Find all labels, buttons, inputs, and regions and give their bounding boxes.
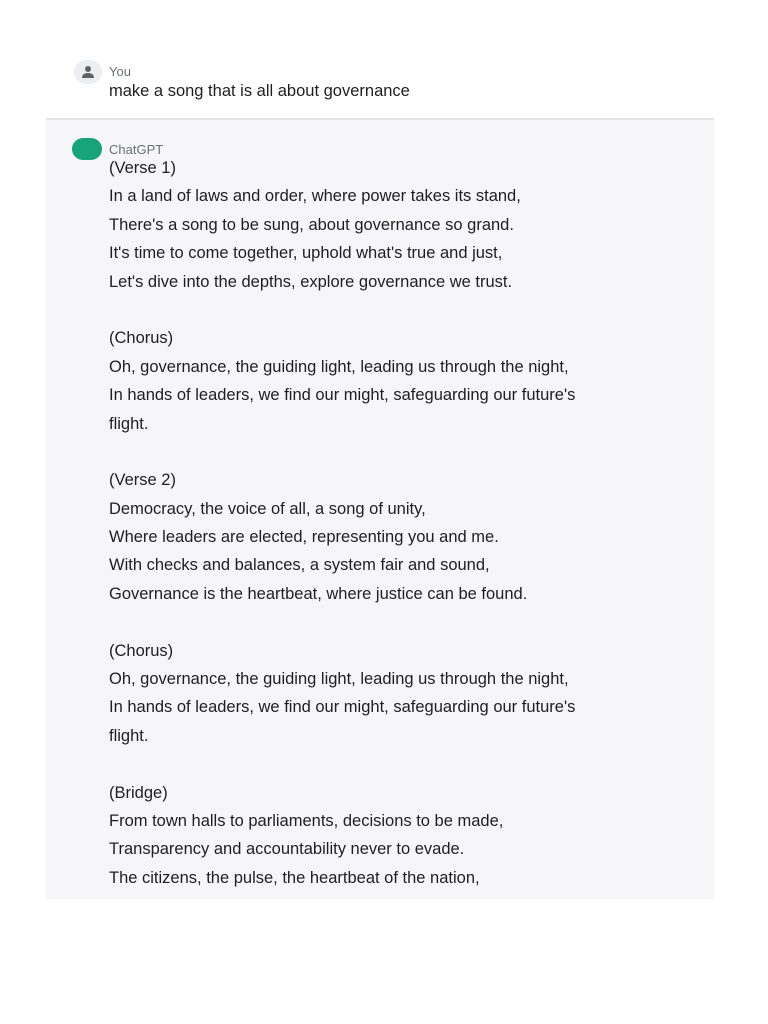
user-sender-name: You <box>109 64 131 79</box>
lyric-line: In a land of laws and order, where power takes its stand, <box>109 187 521 206</box>
lyric-line: Governance is the heartbeat, where justice can be found. <box>109 584 528 603</box>
stanza-spacer <box>109 438 699 466</box>
lyric-line: Let's dive into the depths, explore governance we trust. <box>109 272 513 291</box>
user-avatar <box>74 60 102 84</box>
lyric-line: In hands of leaders, we find our might, safeguarding our future's <box>109 698 576 717</box>
lyric-line: In hands of leaders, we find our might, safeguarding our future's <box>109 386 576 405</box>
lyric-line: Transparency and accountability never to evade. <box>109 840 465 859</box>
lyric-line: flight. <box>109 414 149 433</box>
lyric-line: flight. <box>109 726 149 745</box>
lyric-line: (Chorus) <box>109 329 174 348</box>
lyric-line: Oh, governance, the guiding light, leading us through the night, <box>109 357 569 376</box>
lyric-line: It's time to come together, uphold what's true and just, <box>109 244 503 263</box>
stanza-spacer <box>109 608 699 636</box>
user-message-text: make a song that is all about governance <box>109 82 410 100</box>
assistant-avatar <box>72 138 102 160</box>
user-message-block <box>0 56 768 118</box>
lyric-line: With checks and balances, a system fair and sound, <box>109 556 490 575</box>
lyric-line: There's a song to be sung, about governance so grand. <box>109 215 514 234</box>
stanza-spacer <box>109 296 699 324</box>
lyric-line: From town halls to parliaments, decisions to be made, <box>109 811 504 830</box>
lyric-line: The citizens, the pulse, the heartbeat of the nation, <box>109 868 480 887</box>
assistant-sender-name: ChatGPT <box>109 142 164 157</box>
lyric-line: Oh, governance, the guiding light, leading us through the night, <box>109 670 569 689</box>
assistant-message-block <box>46 120 714 899</box>
lyric-line: (Chorus) <box>109 641 174 660</box>
stanza-spacer <box>109 750 699 778</box>
lyric-line: (Verse 2) <box>109 471 176 490</box>
lyric-line: (Verse 1) <box>109 159 176 177</box>
lyric-line: (Bridge) <box>109 783 168 802</box>
person-icon <box>81 65 95 79</box>
lyric-line: Where leaders are elected, representing you and me. <box>109 528 499 547</box>
lyric-line: Democracy, the voice of all, a song of unity, <box>109 499 426 518</box>
assistant-response-text <box>109 154 699 892</box>
